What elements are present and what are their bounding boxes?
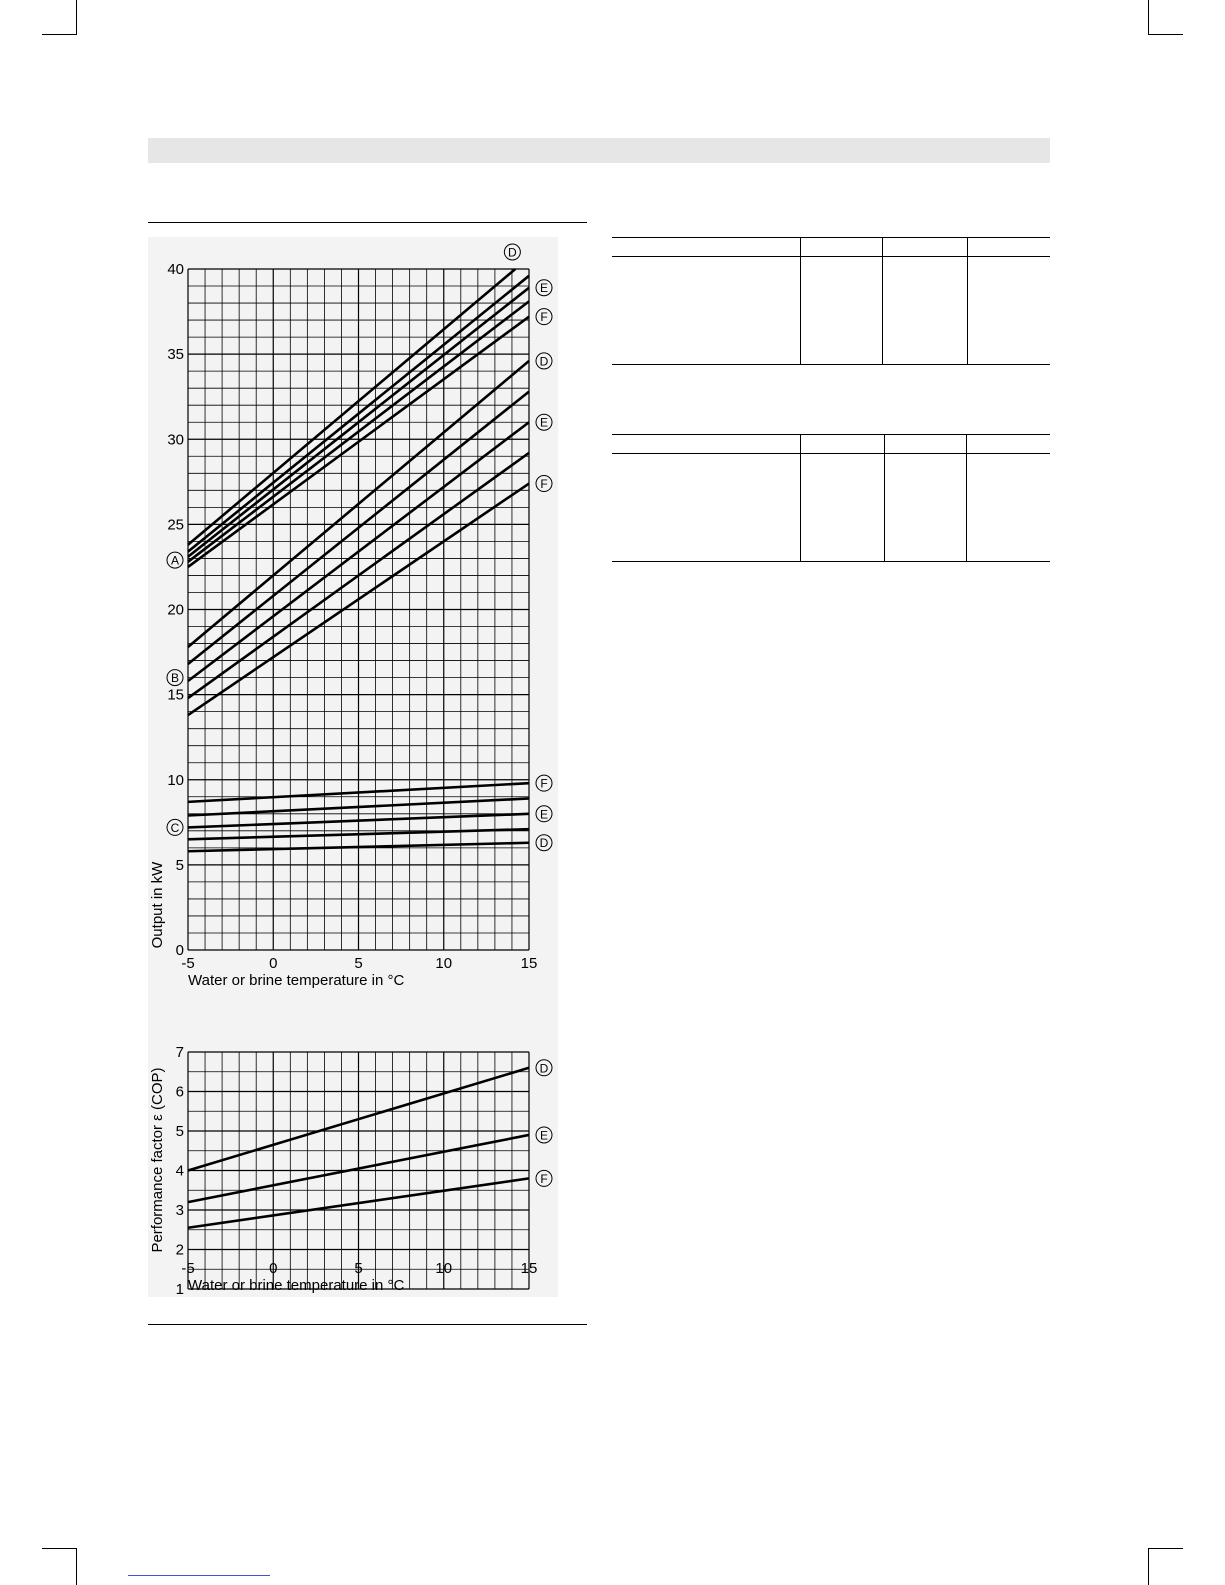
circle-label-text: B [170,671,180,686]
cop-x-tick-label: 10 [435,1260,453,1277]
circle-label-text: E [539,807,549,822]
circle-label-text: F [540,310,548,325]
circle-label-text: D [508,245,517,260]
circle-label-text: C [170,820,180,835]
output-y-tick-label: 25 [167,516,184,534]
circle-label-text: D [539,1061,549,1076]
cop-y-tick-label: 5 [175,1123,184,1140]
cop-y-tick-label: 3 [175,1202,184,1219]
output-x-axis-label: Water or brine temperature in °C [188,972,405,989]
cop-y-axis-label: Performance factor ε (COP) [149,1067,166,1253]
output-group-label [167,552,183,568]
output-series-end-label [504,244,520,260]
output-series-end-label [536,414,552,430]
output-y-tick-label: 20 [167,601,184,619]
output-y-tick-label: 15 [167,686,184,704]
output-x-tick-label: 0 [269,955,278,972]
cop-y-tick-label: 6 [175,1083,184,1101]
output-y-tick-label: 30 [167,431,184,449]
cop-y-tick-label: 7 [175,1044,184,1061]
output-y-tick-label: 5 [175,856,184,874]
output-y-axis-label: Output in kW [149,861,166,949]
cop-x-tick-label: -5 [181,1260,195,1277]
output-series-end-label [536,353,552,369]
cop-y-tick-label: 4 [175,1162,184,1180]
circle-label-text: E [539,415,549,430]
cop-y-tick-label: 2 [175,1241,184,1259]
cop-x-axis-label: Water or brine temperature in °C [188,1277,405,1294]
output-series-end-label [536,309,552,325]
footer-link-underline[interactable] [128,1575,270,1576]
output-x-tick-label: 5 [354,955,363,972]
output-x-tick-label: 15 [520,955,538,972]
circle-label-text: F [540,477,548,492]
cop-series-end-label [536,1170,552,1186]
output-series-end-label [536,806,552,822]
output-group-label [167,670,183,686]
output-x-tick-label: 10 [435,955,453,972]
circle-label-text: F [540,1171,548,1186]
cop-x-tick-label: 15 [520,1260,538,1277]
output-y-tick-label: 40 [167,261,184,278]
output-y-tick-label: 35 [167,346,184,364]
circle-label-text: D [539,836,549,851]
cop-x-tick-label: 0 [269,1260,278,1277]
output-series-end-label [536,476,552,492]
output-series-end-label [536,775,552,791]
cop-series-end-label [536,1060,552,1076]
circle-label-text: E [539,281,549,296]
output-series-end-label [536,835,552,851]
cop-y-tick-label: 1 [175,1281,184,1298]
output-y-tick-label: 0 [175,942,184,959]
circle-label-text: D [539,354,549,369]
output-group-label [167,819,183,835]
cop-series-end-label [536,1127,552,1143]
output-x-tick-label: -5 [181,955,195,972]
output-series-end-label [536,280,552,296]
cop-x-tick-label: 5 [354,1260,363,1277]
circle-label-text: F [540,776,548,791]
output-y-tick-label: 10 [167,771,184,789]
circle-label-text: E [539,1128,549,1143]
output-series-line [188,269,515,545]
circle-label-text: A [170,553,180,568]
